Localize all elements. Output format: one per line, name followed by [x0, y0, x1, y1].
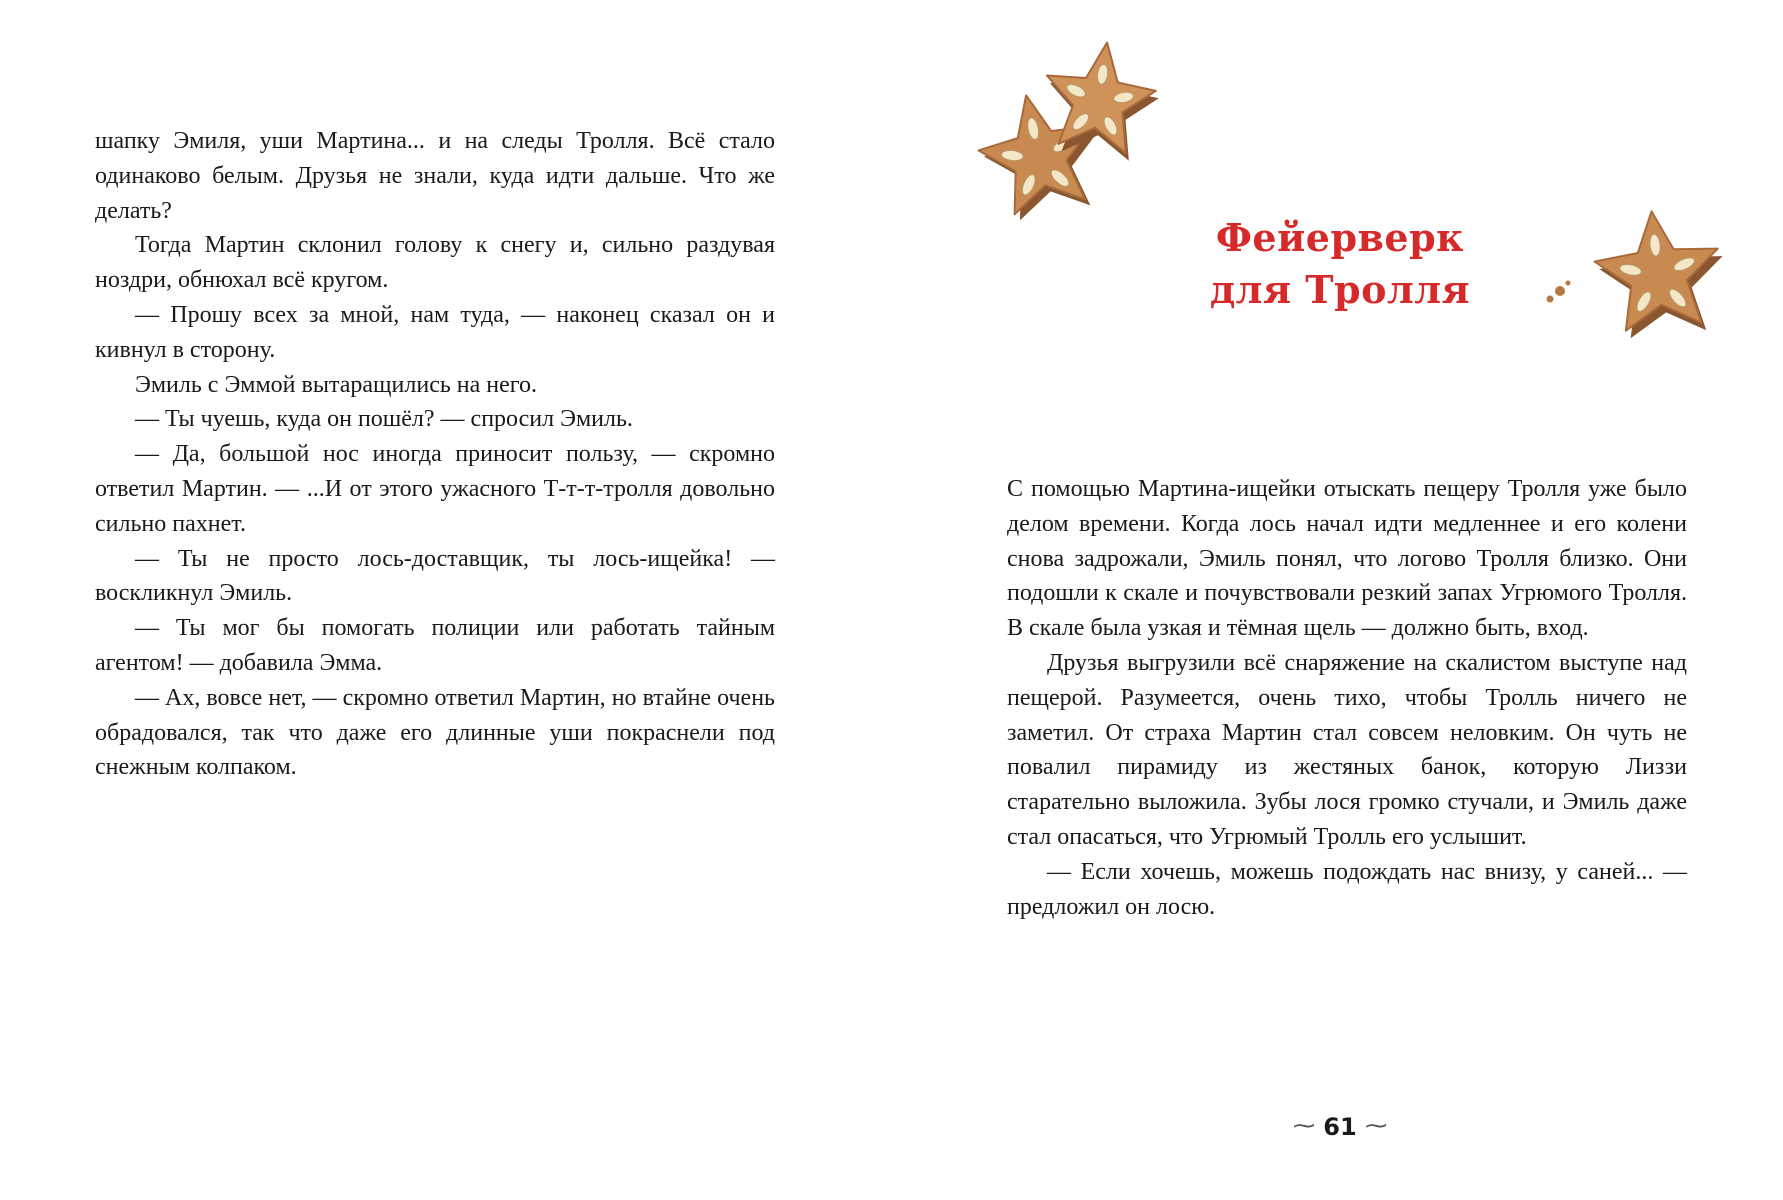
paragraph: С помощью Мартина-ищейки отыскать пещеру Тролля уже было делом времени. Когда лось начал идти медленнее и его колени снова задрожали, Эмиль понял, что логово Тролля близко. Они подошли к скале и почувствовали резкий запах Угрюмого Тролля. В скале была узкая и тёмная щель — должно быть, вход.	[1007, 476, 1687, 642]
right-page-text	[1007, 472, 1687, 924]
right-page	[890, 0, 1783, 1200]
star-cookie-pair-icon	[977, 38, 1167, 238]
chapter-title-line: Фейерверк	[1215, 215, 1465, 260]
paragraph: Тогда Мартин склонил голову к снегу и, сильно раздувая ноздри, обнюхал всё кругом.	[95, 232, 775, 294]
star-cookie-icon	[1530, 195, 1750, 355]
paragraph: шапку Эмиля, уши Мартина... и на следы Тролля. Всё стало одинаково белым. Друзья не знали, куда идти дальше. Что же делать?	[95, 128, 775, 224]
left-page	[0, 0, 890, 1200]
paragraph: Друзья выгрузили всё снаряжение на скалистом выступе над пещерой. Разумеется, очень тихо, чтобы Тролль ничего не заметил. От страха Мартин стал совсем неловким. Он чуть не повалил пирамиду из жестяных банок, которую Лиззи старательно выложила. Зубы лося громко стучали, и Эмиль даже стал опасаться, что Угрюмый Тролль его услышит.	[1007, 649, 1687, 850]
paragraph: — Прошу всех за мной, нам туда, — наконец сказал он и кивнул в сторону.	[95, 301, 775, 363]
left-ornament-icon: ⁓	[1292, 1114, 1315, 1139]
paragraph: — Да, большой нос иногда приносит пользу, — скромно ответил Мартин. — ...И от этого ужасного Т-т-т-тролля довольно сильно пахнет.	[95, 441, 775, 537]
paragraph: — Ах, вовсе нет, — скромно ответил Мартин, но втайне очень обрадовался, так что даже его длинные уши покраснели под снежным колпаком.	[95, 684, 775, 781]
left-page-text	[95, 124, 775, 785]
paragraph: — Если хочешь, можешь подождать нас внизу, у саней... — предложил он лосю.	[1007, 858, 1687, 920]
chapter-title	[1190, 212, 1490, 316]
paragraph: — Ты чуешь, куда он пошёл? — спросил Эмиль.	[135, 406, 633, 433]
page-number	[1290, 1113, 1390, 1141]
paragraph: — Ты не просто лось-доставщик, ты лось-ищейка! — воскликнул Эмиль.	[95, 545, 775, 607]
page-number-value: 61	[1323, 1113, 1357, 1141]
chapter-title-line: для Тролля	[1209, 267, 1471, 312]
paragraph: Эмиль с Эммой вытаращились на него.	[135, 371, 538, 398]
paragraph: — Ты мог бы помогать полиции или работать тайным агентом! — добавила Эмма.	[95, 615, 775, 676]
right-ornament-icon: ⁓	[1365, 1114, 1388, 1139]
